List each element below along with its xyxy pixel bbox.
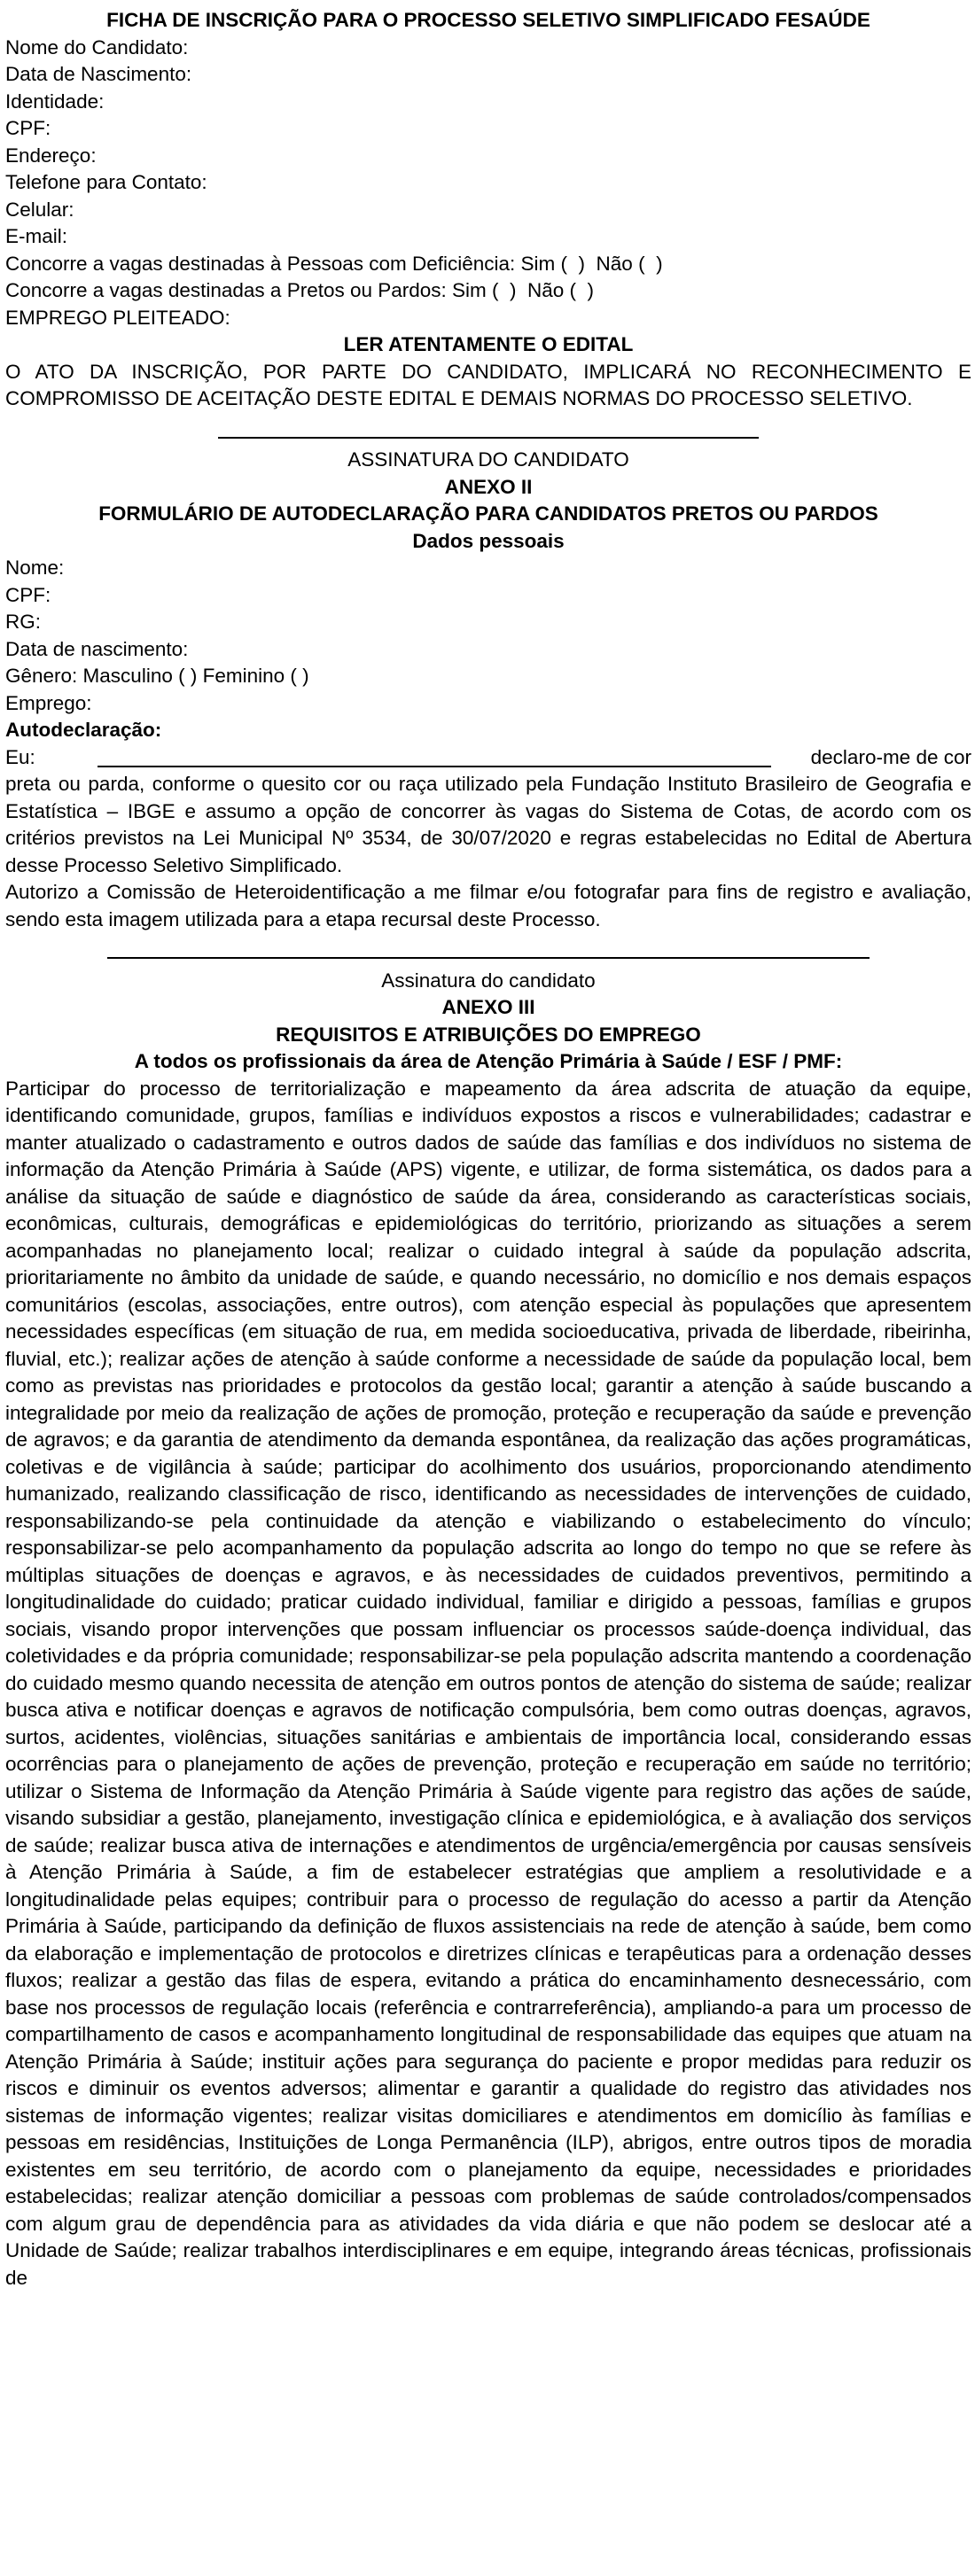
signature-line <box>107 957 870 959</box>
name-blank-line <box>98 750 771 767</box>
anexo3-subtitle: A todos os profissionais da área de Atenção Primária à Saúde / ESF / PMF: <box>134 1050 843 1072</box>
notice-text: O ATO DA INSCRIÇÃO, POR PARTE DO CANDIDATO, IMPLICARÁ NO RECONHECIMENTO E COMPROMISSO DE ACEITAÇÃO DESTE EDITAL E DEMAIS NORMAS DO PROCESSO SELETIVO. <box>5 360 971 409</box>
field-nome-candidato: Nome do Candidato: <box>5 35 189 58</box>
signature-line <box>218 437 759 439</box>
field-genero: Gênero: Masculino ( ) Feminino ( ) <box>5 665 309 687</box>
field-emprego: Emprego: <box>5 691 92 714</box>
field-pretos-pardos: Concorre a vagas destinadas a Pretos ou Pardos: Sim ( ) Não ( ) <box>5 279 595 301</box>
signature-label-1: ASSINATURA DO CANDIDATO <box>347 448 629 471</box>
notice-title: LER ATENTAMENTE O EDITAL <box>343 333 634 355</box>
signature-block-2 <box>5 944 971 971</box>
authorization-text: Autorizo a Comissão de Heteroidentificação a me filmar e/ou fotografar para fins de registro e avaliação, sendo esta imagem utilizada para a etapa recursal deste Processo. <box>5 881 971 930</box>
field-email: E-mail: <box>5 225 68 247</box>
eu-suffix: declaro-me de cor <box>810 745 971 768</box>
field-endereco: Endereço: <box>5 144 97 167</box>
declaration-text: preta ou parda, conforme o quesito cor ou raça utilizado pela Fundação Instituto Brasileiro de Geografia e Estatística – IBGE e assumo a opção de concorrer às vagas do Sistema de Cotas, de acordo com os critérios previstos na Lei Municipal Nº 3534, de 30/07/2020 e regras estabelecidas no Edital de Abertura desse Processo Seletivo Simplificado. <box>5 773 971 876</box>
anexo3-body: Participar do processo de territorialização e mapeamento da área adscrita de atuação da equipe, identificando comunidade, grupos, famílias e indivíduos expostos a riscos e vulnerabilidades; cadastrar e manter atualizado o cadastramento e outros dados de saúde das famílias e dos indivíduos no sistema de informação da Atenção Primária à Saúde (APS) vigente, e utilizar, de forma sistemática, os dados para a análise da situação de saúde e diagnóstico de saúde da área, considerando as características sociais, econômicas, culturais, demográficas e epidemiológicas do território, priorizando as situações a serem acompanhadas no planejamento local; realizar o cuidado integral à saúde da população adscrita, prioritariamente no âmbito da unidade de saúde, e quando necessário, no domicílio e nos demais espaços comunitários (escolas, associações, entre outros), com atenção especial às populações que apresentem necessidades específicas (em situação de rua, em medida socioeducativa, privada de liberdade, ribeirinha, fluvial, etc.); realizar ações de atenção à saúde conforme a necessidade de saúde da população local, bem como as previstas nas prioridades e protocolos da gestão local; garantir a atenção à saúde buscando a integralidade por meio da realização de ações de promoção, proteção e recuperação da saúde e prevenção de agravos; e da garantia de atendimento da demanda espontânea, da realização das ações programáticas, coletivas e de vigilância à saúde; participar do acolhimento dos usuários, proporcionando atendimento humanizado, realizando classificação de risco, identificando as necessidades de intervenções de cuidado, responsabilizando-se pela continuidade da atenção e viabilizando o estabelecimento do vínculo; responsabilizar-se pelo acompanhamento da população adscrita ao longo do tempo no que se refere às múltiplas situações de doenças e agravos, e às necessidades de cuidados preventivos, permitindo a longitudinalidade do cuidado; praticar cuidado individual, familiar e dirigido a pessoas, famílias e grupos sociais, visando propor intervenções que possam influenciar os processos saúde-doença individual, das coletividades e da própria comunidade; responsabilizar-se pela população adscrita mantendo a coordenação do cuidado mesmo quando necessita de atenção em outros pontos de atenção do sistema de saúde; realizar busca ativa e notificar doenças e agravos de notificação compulsória, bem como outras doenças, agravos, surtos, acidentes, violências, situações sanitárias e ambientais de importância local, considerando essas ocorrências para o planejamento de ações de prevenção, proteção e recuperação em saúde no território; utilizar o Sistema de Informação da Atenção Primária à Saúde vigente para registro das ações de saúde, visando subsidiar a gestão, planejamento, investigação clínica e epidemiológica, e à avaliação dos serviços de saúde; realizar busca ativa de internações e atendimentos de urgência/emergência por causas sensíveis à Atenção Primária à Saúde, a fim de estabelecer estratégias que ampliem a resolutividade e a longitudinalidade pelas equipes; contribuir para o processo de regulação do acesso a partir da Atenção Primária à Saúde, participando da definição de fluxos assistenciais na rede de atenção à saúde, bem como da elaboração e implementação de protocolos e diretrizes clínicas e terapêuticas para a ordenação desses fluxos; realizar a gestão das filas de espera, evitando a prática do encaminhamento desnecessário, com base nos processos de regulação locais (referência e contrarreferência), ampliando-a para um processo de compartilhamento de casos e acompanhamento longitudinal de responsabilidade das equipes que atuam na Atenção Primária à Saúde; instituir ações para segurança do paciente e propor medidas para reduzir os riscos e diminuir os eventos adversos; alimentar e garantir a qualidade do registro das atividades nos sistemas de informação vigentes; realizar visitas domiciliares e atendimentos em domicílio às famílias e pessoas em residências, Instituições de Longa Permanência (ILP), abrigos, entre outros tipos de moradia existentes em seu território, de acordo com o planejamento da equipe, necessidades e prioridades estabelecidas; realizar atenção domiciliar a pessoas com problemas de saúde controlados/compensados com algum grau de dependência para as atividades da vida diária e que não podem se deslocar até a Unidade de Saúde; realizar trabalhos interdisciplinares e em equipe, integrando áreas técnicas, profissionais de <box>5 1077 971 2289</box>
ficha-title: FICHA DE INSCRIÇÃO PARA O PROCESSO SELETIVO SIMPLIFICADO FESAÚDE <box>106 9 870 31</box>
field-emprego-pleiteado: EMPREGO PLEITEADO: <box>5 306 230 329</box>
anexo2-subtitle: Dados pessoais <box>412 529 565 552</box>
ficha-fields <box>5 35 971 332</box>
field-data-nascimento-2: Data de nascimento: <box>5 637 189 660</box>
anexo2-fields <box>5 555 971 717</box>
eu-label: Eu: <box>5 745 35 768</box>
field-identidade: Identidade: <box>5 89 105 113</box>
signature-label-2: Assinatura do candidato <box>381 969 596 992</box>
field-telefone: Telefone para Contato: <box>5 171 207 193</box>
field-cpf: CPF: <box>5 117 51 139</box>
field-celular: Celular: <box>5 198 74 221</box>
field-rg: RG: <box>5 611 42 633</box>
anexo3-title: REQUISITOS E ATRIBUIÇÕES DO EMPREGO <box>276 1023 701 1046</box>
anexo3-heading: ANEXO III <box>441 996 535 1018</box>
field-nome: Nome: <box>5 556 65 579</box>
field-cpf-2: CPF: <box>5 583 51 606</box>
autodeclaracao-label: Autodeclaração: <box>5 719 162 741</box>
field-pcd: Concorre a vagas destinadas à Pessoas com Deficiência: Sim ( ) Não ( ) <box>5 252 663 275</box>
field-data-nascimento: Data de Nascimento: <box>5 63 192 85</box>
eu-row <box>5 744 971 772</box>
anexo2-title: FORMULÁRIO DE AUTODECLARAÇÃO PARA CANDIDATOS PRETOS OU PARDOS <box>98 502 878 525</box>
anexo2-heading: ANEXO II <box>444 475 533 498</box>
